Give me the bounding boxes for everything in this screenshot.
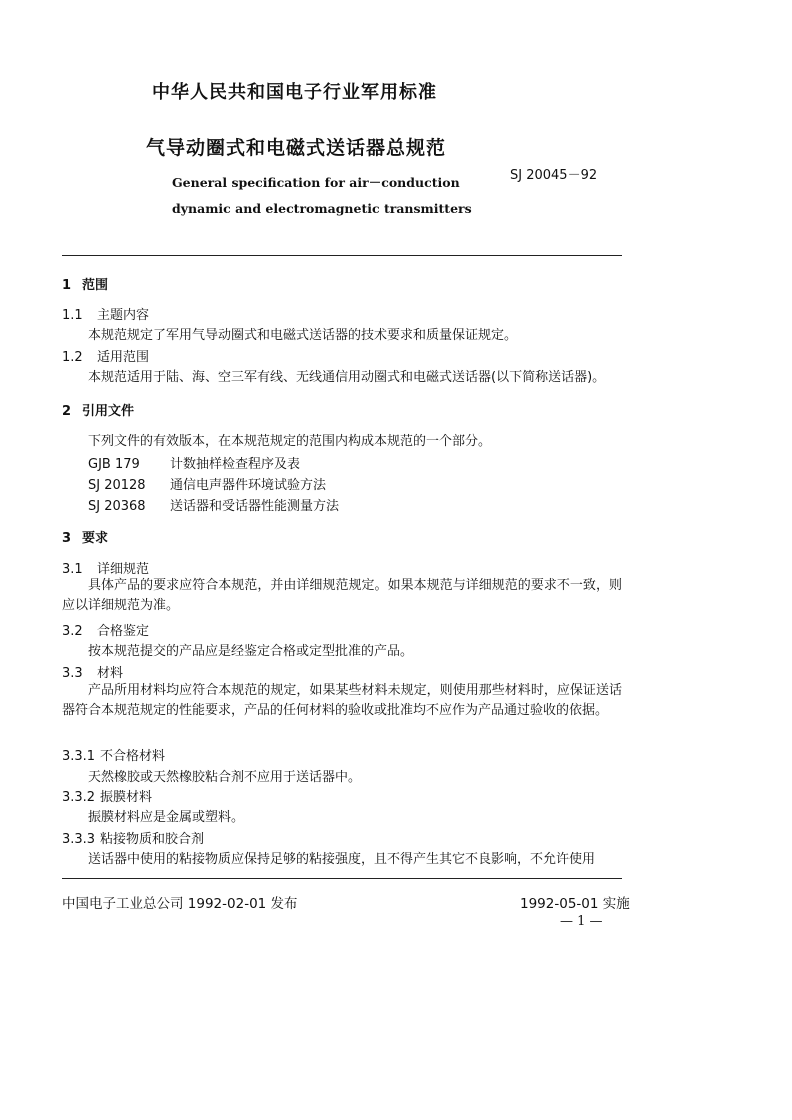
footer-divider <box>62 878 622 879</box>
section-3-3-2-heading <box>62 786 152 805</box>
section-title: 振膜材料 <box>100 790 153 805</box>
section-title: 材料 <box>97 666 124 681</box>
section-3-heading <box>62 527 108 546</box>
english-title-line2: dynamic and electromagnetic transmitters <box>172 201 472 216</box>
issue-date: 中国电子工业总公司 1992-02-01 发布 <box>62 896 298 912</box>
section-3-3-1-text: 天然橡胶或天然橡胶粘合剂不应用于送话器中。 <box>88 770 362 785</box>
section-title: 范围 <box>82 278 109 293</box>
section-1-2-heading <box>62 346 149 365</box>
section-3-3-3-heading <box>62 828 204 847</box>
section-title: 要求 <box>82 531 109 546</box>
section-1-heading <box>62 274 108 293</box>
section-number: 3.2 <box>62 624 83 639</box>
section-1-1-heading <box>62 304 149 323</box>
section-3-3-2-text: 振膜材料应是金属或塑料。 <box>88 810 245 825</box>
section-title: 合格鉴定 <box>97 624 150 639</box>
section-title: 主题内容 <box>97 308 150 323</box>
reference-item <box>88 474 326 493</box>
reference-title: 通信电声器件环境试验方法 <box>170 478 327 493</box>
reference-title: 计数抽样检查程序及表 <box>170 457 301 472</box>
section-number: 3.3.1 <box>62 749 96 764</box>
standard-category: 中华人民共和国电子行业军用标准 <box>152 82 437 103</box>
section-number: 3.3.3 <box>62 832 96 847</box>
section-number: 3 <box>62 531 72 546</box>
section-3-1-heading <box>62 558 149 577</box>
section-title: 适用范围 <box>97 350 150 365</box>
section-3-3-1-heading <box>62 745 165 764</box>
section-3-3-3-text: 送话器中使用的粘接物质应保持足够的粘接强度，且不得产生其它不良影响，不允许使用 <box>88 852 596 867</box>
english-title-line1: General specification for air－conduction <box>172 175 460 190</box>
section-1-1-text: 本规范规定了军用气导动圈式和电磁式送话器的技术要求和质量保证规定。 <box>88 328 518 343</box>
section-3-2-heading <box>62 620 149 639</box>
section-2-heading <box>62 400 134 419</box>
section-title: 不合格材料 <box>100 749 166 764</box>
section-title: 引用文件 <box>82 404 135 419</box>
header-divider <box>62 255 622 256</box>
standard-code: SJ 20045－92 <box>510 168 598 183</box>
effective-date: 1992-05-01 实施 <box>520 896 630 912</box>
section-number: 2 <box>62 404 72 419</box>
section-3-1-text: 具体产品的要求应符合本规范，并由详细规范规定。如果本规范与详细规范的要求不一致，则应以详细规范为准。 <box>62 578 622 613</box>
reference-item <box>88 495 339 514</box>
section-number: 1.2 <box>62 350 83 365</box>
section-number: 1.1 <box>62 308 83 323</box>
section-number: 3.3.2 <box>62 790 96 805</box>
section-2-intro: 下列文件的有效版本，在本规范规定的范围内构成本规范的一个部分。 <box>88 434 492 449</box>
section-3-3-text: 产品所用材料均应符合本规范的规定，如果某些材料未规定，则使用那些材料时，应保证送话器符合本规范规定的性能要求，产品的任何材料的验收或批准均不应作为产品通过验收的依据。 <box>62 683 622 718</box>
section-number: 1 <box>62 278 72 293</box>
page-number: — 1 — <box>560 914 603 929</box>
document-title: 气导动圈式和电磁式送话器总规范 <box>146 137 447 159</box>
reference-title: 送话器和受话器性能测量方法 <box>170 499 340 514</box>
section-number: 3.3 <box>62 666 83 681</box>
reference-code: SJ 20128 <box>88 478 146 493</box>
reference-item <box>88 453 300 472</box>
section-title: 详细规范 <box>97 562 150 577</box>
section-1-2-text: 本规范适用于陆、海、空三军有线、无线通信用动圈式和电磁式送话器(以下简称送话器)。 <box>88 370 606 385</box>
reference-code: SJ 20368 <box>88 499 146 514</box>
section-number: 3.1 <box>62 562 83 577</box>
section-title: 粘接物质和胶合剂 <box>100 832 205 847</box>
section-3-2-text: 按本规范提交的产品应是经鉴定合格或定型批准的产品。 <box>88 644 414 659</box>
section-3-3-heading <box>62 662 123 681</box>
reference-code: GJB 179 <box>88 457 140 472</box>
